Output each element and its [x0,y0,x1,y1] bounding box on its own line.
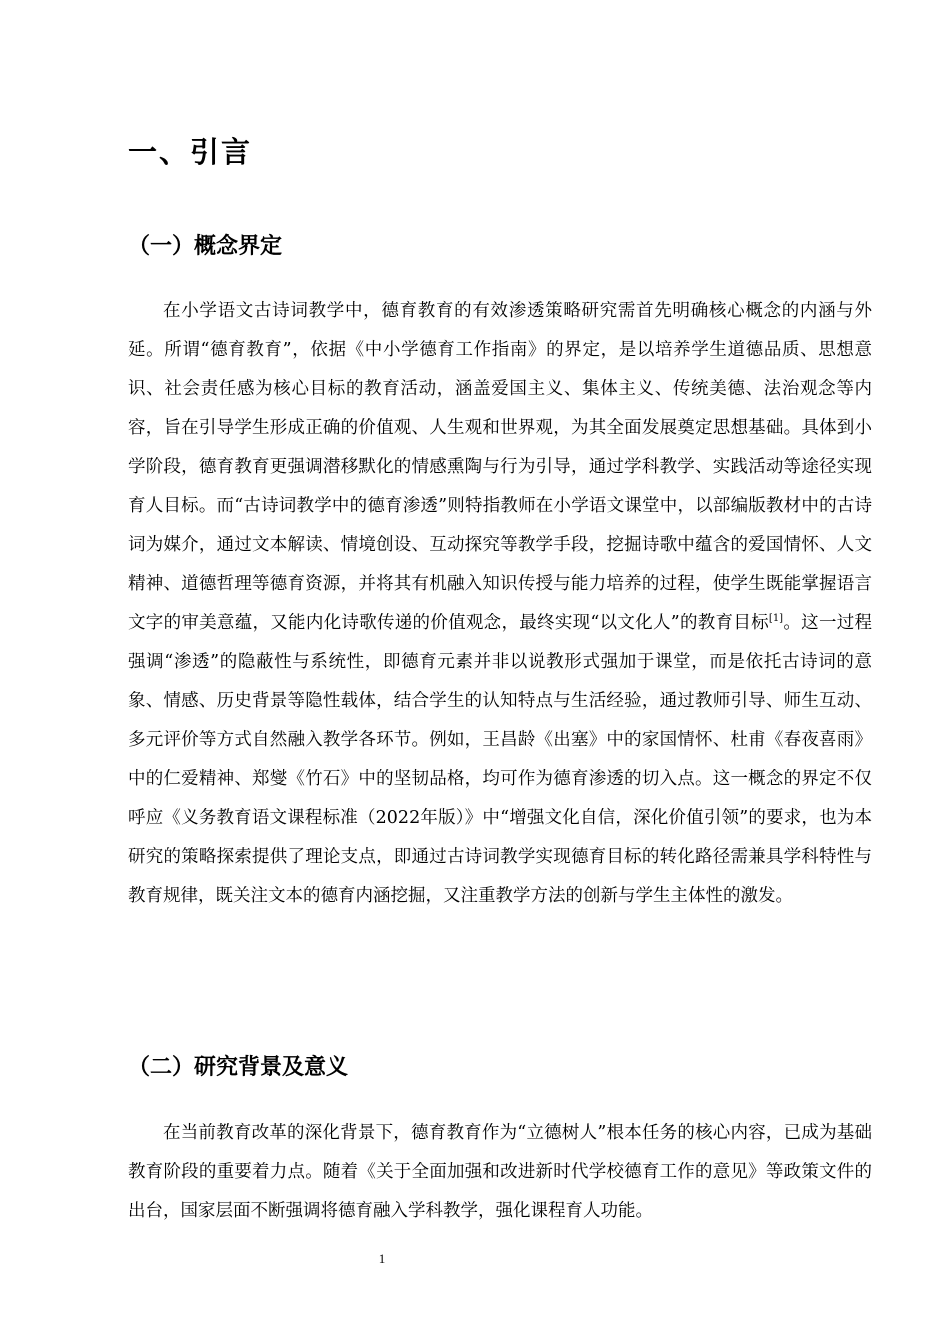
page-number: 1 [378,1251,386,1266]
section-heading-concept: （一）概念界定 [128,234,283,259]
paragraph-text-part1: 在小学语文古诗词教学中，德育教育的有效渗透策略研究需首先明确核心概念的内涵与外延。所谓“德育教育”，依据《中小学德育工作指南》的界定，是以培养学生道德品质、思想意识、社会责任感为核心目标的教育活动，涵盖爱国主义、集体主义、传统美德、法治观念等内容，旨在引导学生形成正确的价值观、人生观和世界观，为其全面发展奠定思想基础。具体到小学阶段，德育教育更强调潜移默化的情感熏陶与行为引导，通过学科教学、实践活动等途径实现育人目标。而“古诗词教学中的德育渗透”则特指教师在小学语文课堂中，以部编版教材中的古诗词为媒介，通过文本解读、情境创设、互动探究等教学手段，挖掘诗歌中蕴含的爱国情怀、人文精神、道德哲理等德育资源，并将其有机融入知识传授与能力培养的过程，使学生既能掌握语言文字的审美意蕴，又能内化诗歌传递的价值观念，最终实现“以文化人”的教育目标 [128,301,872,633]
section-paragraph-background: 在当前教育改革的深化背景下，德育教育作为“立德树人”根本任务的核心内容，已成为基础教育阶段的重要着力点。随着《关于全面加强和改进新时代学校德育工作的意见》等政策文件的出台，国家层面不断强调将德育融入学科教学，强化课程育人功能。 [128,1123,872,1221]
section-heading-background: （二）研究背景及意义 [128,1055,349,1080]
citation-reference[interactable]: [1] [768,613,784,625]
section-paragraph-concept [128,292,872,916]
paragraph-text-part2: 。这一过程强调“渗透”的隐蔽性与系统性，即德育元素并非以说教形式强加于课堂，而是依托古诗词的意象、情感、历史背景等隐性载体，结合学生的认知特点与生活经验，通过教师引导、师生互动、多元评价等方式自然融入教学各环节。例如，王昌龄《出塞》中的家国情怀、杜甫《春夜喜雨》中的仁爱精神、郑燮《竹石》中的坚韧品格，均可作为德育渗透的切入点。这一概念的界定不仅呼应《义务教育语文课程标准（2022年版）》中“增强文化自信，深化价值引领”的要求，也为本研究的策略探索提供了理论支点，即通过古诗词教学实现德育目标的转化路径需兼具学科特性与教育规律，既关注文本的德育内涵挖掘，又注重教学方法的创新与学生主体性的激发。 [128,613,873,906]
chapter-heading: 一、引言 [128,135,253,169]
